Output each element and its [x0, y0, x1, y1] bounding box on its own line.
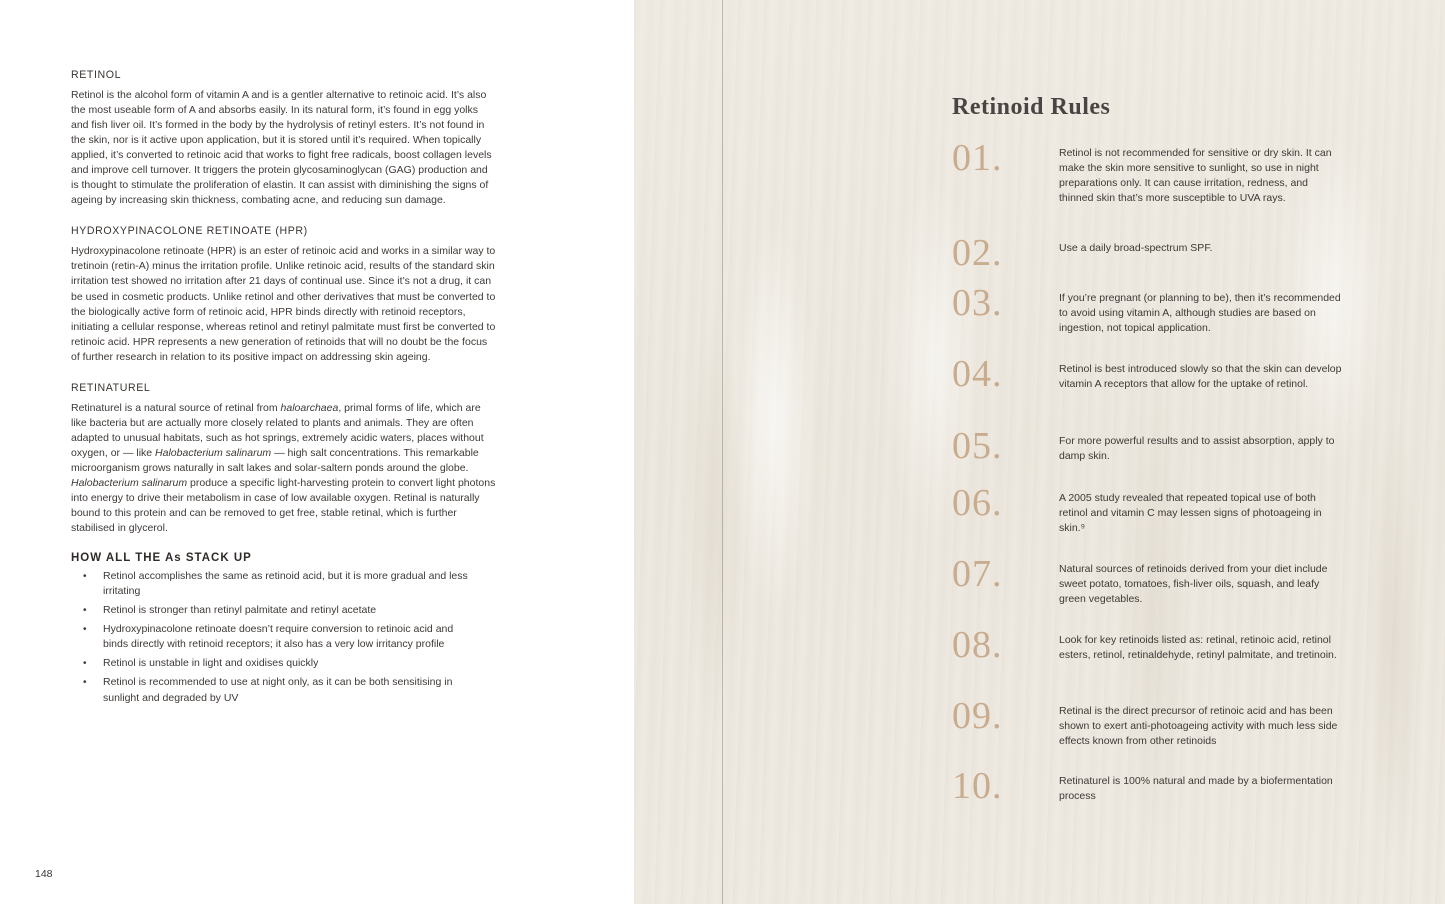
- list-item-text: Retinol is unstable in light and oxidises quickly: [103, 657, 319, 670]
- rule-number: 08.: [952, 624, 1003, 666]
- bullet-icon: •: [83, 605, 87, 617]
- list-item: [71, 675, 496, 705]
- rule-number: 05.: [952, 425, 1003, 467]
- left-column: [71, 68, 496, 710]
- section-body: Retinol is the alcohol form of vitamin A and is a gentler alternative to retinoic acid. It’s also the most useable form of A and absorbs easily. In its natural form, it’s found in egg yolks and fish liver oil. It’s formed in the body by the hydrolysis of retinyl esters. It’s not found in the skin, nor is it active upon application, but it is stored until it’s required. When topically applied, it’s converted to retinoic acid that works to fight free radicals, boost collagen levels and improve cell turnover. It triggers the protein glycosaminoglycan (GAG) production and is thought to stimulate the proliferation of elastin. It can assist with diminishing the signs of ageing by increasing skin thickness, combating acne, and reducing sun damage.: [71, 89, 492, 207]
- rule-number: 03.: [952, 282, 1003, 324]
- rule-number: 02.: [952, 232, 1003, 274]
- section-retinol: [71, 68, 496, 208]
- bullet-icon: •: [83, 677, 87, 689]
- rule-text: Natural sources of retinoids derived from your diet include sweet potato, tomatoes, fish-liver oils, squash, and leafy green vegetables.: [1059, 563, 1328, 606]
- list-item-text: Retinol is recommended to use at night only, as it can be both sensitising in sunlight and degraded by UV: [103, 676, 453, 704]
- rule-number: 09.: [952, 695, 1003, 737]
- rule-text: A 2005 study revealed that repeated topical use of both retinol and vitamin C may lessen signs of photoageing in skin.⁹: [1059, 492, 1322, 535]
- rule-text: Retinal is the direct precursor of retinoic acid and has been shown to exert anti-photoageing activity with much less side effects known from other retinoids: [1059, 705, 1338, 748]
- body-italic: haloarchaea: [280, 401, 339, 414]
- rule-text: Retinol is best introduced slowly so that the skin can develop vitamin A receptors that allow for the uptake of retinol.: [1059, 363, 1342, 391]
- rule-text: For more powerful results and to assist absorption, apply to damp skin.: [1059, 435, 1335, 463]
- list-item-text: Retinol accomplishes the same as retinoid acid, but it is more gradual and less irritating: [103, 570, 468, 598]
- list-item-text: Retinol is stronger than retinyl palmitate and retinyl acetate: [103, 604, 377, 617]
- list-item: [71, 622, 496, 652]
- rule-text: Look for key retinoids listed as: retinal, retinoic acid, retinol esters, retinol, retinaldehyde, retinyl palmitate, and tretinoin.: [1059, 634, 1337, 662]
- rule-number: 01.: [952, 137, 1003, 179]
- body-text: Retinaturel is a natural source of retinal from: [71, 401, 281, 414]
- body-text: — high salt concentrations. This remarkable microorganism grows naturally in salt lakes and solar-saltern ponds around the globe.: [71, 446, 479, 474]
- list-item-text: Hydroxypinacolone retinoate doesn’t require conversion to retinoic acid and binds directly with retinoid receptors; it also has a very low irritancy profile: [103, 623, 454, 651]
- body-text: , primal forms of life, which are like bacteria but are actually more closely related to plants and animals. They are often adapted to unusual habitats, such as hot springs, extremely acidic waters, places without oxygen, or — like: [71, 401, 484, 459]
- section-body: [71, 401, 496, 536]
- body-text: produce a specific light-harvesting protein to convert light photons into energy to drive their metabolism in case of low available oxygen. Retinal is naturally bound to this protein and can be removed to get free, stable retinal, which is further stabilised in glycerol.: [71, 476, 496, 535]
- list-item: [71, 656, 496, 671]
- bullet-icon: •: [83, 658, 87, 670]
- rule-number: 07.: [952, 553, 1003, 595]
- rule-text: Retinaturel is 100% natural and made by a biofermentation process: [1059, 775, 1333, 803]
- section-heading: RETINOL: [71, 69, 122, 81]
- rule-text: Retinol is not recommended for sensitive or dry skin. It can make the skin more sensitive to sunlight, so use in night preparations only. It can cause irritation, redness, and thinned skin that’s more susceptible to UVA rays.: [1059, 147, 1332, 205]
- section-heading: HYDROXYPINACOLONE RETINOATE (HPR): [71, 225, 308, 238]
- page-number: 148: [35, 868, 53, 880]
- stack-heading: HOW ALL THE As STACK UP: [71, 552, 252, 565]
- body-italic: Halobacterium salinarum: [71, 476, 188, 489]
- stack-bullet-list: [71, 569, 496, 705]
- section-heading: RETINATUREL: [71, 381, 151, 394]
- rule-number: 06.: [952, 482, 1003, 524]
- right-page-texture: [634, 0, 1445, 904]
- rule-number: 04.: [952, 353, 1003, 395]
- list-item: [71, 603, 496, 618]
- section-hpr: [71, 224, 496, 364]
- list-item: [71, 569, 496, 599]
- rule-text: Use a daily broad-spectrum SPF.: [1059, 242, 1213, 254]
- body-italic: Halobacterium salinarum: [155, 446, 272, 459]
- bullet-icon: •: [83, 571, 87, 583]
- section-body: Hydroxypinacolone retinoate (HPR) is an ester of retinoic acid and works in a similar way to tretinoin (retin-A) minus the irritation profile. Unlike retinoic acid, results of the standard skin irritation test showed no irritation after 21 days of continual use. Since it’s not a drug, it can be used in cosmetic products. Unlike retinol and other derivatives that must be converted to the biologically active form of retinoic acid, HPR binds directly with retinoid receptors, initiating a cellular response, whereas retinol and retinyl palmitate must first be converted to retinoic acid. HPR represents a new generation of retinoids that will no doubt be the focus of further research in relation to its positive impact on addressing skin ageing.: [71, 245, 496, 363]
- rule-number: 10.: [952, 765, 1003, 807]
- page-fold-divider: [722, 0, 723, 904]
- left-page: [0, 0, 634, 904]
- section-retinaturel: [71, 381, 496, 536]
- bullet-icon: •: [83, 624, 87, 636]
- rules-title: Retinoid Rules: [952, 94, 1111, 120]
- rule-text: If you’re pregnant (or planning to be), then it’s recommended to avoid using vitamin A, although studies are based on ingestion, not topical application.: [1059, 292, 1341, 335]
